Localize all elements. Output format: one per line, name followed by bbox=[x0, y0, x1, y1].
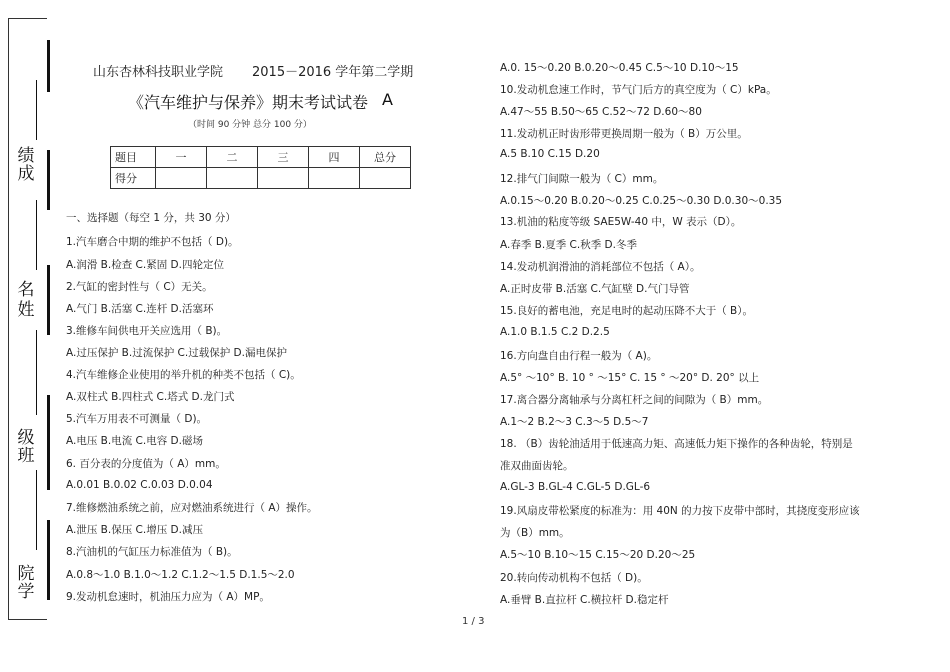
question-line: 5.汽车万用表不可测量（ D)。 bbox=[66, 413, 208, 425]
option-line: A.双柱式 B.四柱式 C.塔式 D.龙门式 bbox=[66, 391, 235, 403]
question-line: 7.维修燃油系统之前，应对燃油系统进行（ A）操作。 bbox=[66, 502, 318, 514]
section-heading: 一、选择题（每空 1 分，共 30 分） bbox=[66, 212, 236, 224]
side-label-college-1: 院 bbox=[17, 564, 35, 584]
school-name: 山东杏林科技职业学院 bbox=[93, 65, 224, 80]
side-label-grade-1: 绩 bbox=[17, 146, 35, 166]
question-line: 2.气缸的密封性与（ C）无关。 bbox=[66, 281, 213, 293]
option-line: A.5 B.10 C.15 D.20 bbox=[500, 148, 600, 160]
score-input-cell bbox=[258, 168, 309, 189]
option-line: A.GL-3 B.GL-4 C.GL-5 D.GL-6 bbox=[500, 481, 651, 493]
score-cell: 得分 bbox=[111, 168, 156, 189]
score-table bbox=[110, 146, 411, 189]
option-line: A.润滑 B.检查 C.紧固 D.四轮定位 bbox=[66, 259, 224, 271]
fill-line-grade bbox=[36, 80, 37, 140]
question-line: 16.方向盘自由行程一般为（ A)。 bbox=[500, 350, 658, 362]
question-line: 10.发动机怠速工作时，节气门后方的真空度为（ C）kPa。 bbox=[500, 84, 777, 96]
option-line: A.5° ～10° B. 10 ° ～15° C. 15 ° ～20° D. 20° 以上 bbox=[500, 372, 760, 384]
score-cell: 一 bbox=[156, 147, 207, 168]
option-line: A.气门 B.活塞 C.连杆 D.活塞环 bbox=[66, 303, 214, 315]
score-cell: 总分 bbox=[360, 147, 411, 168]
binding-line bbox=[47, 395, 50, 490]
score-table-score-row bbox=[111, 168, 411, 189]
score-input-cell bbox=[309, 168, 360, 189]
question-line-continued: 准双曲面齿轮。 bbox=[500, 460, 574, 472]
page-number: 1 / 3 bbox=[462, 616, 485, 627]
exam-title: 《汽车维护与保养》期末考试试卷 bbox=[128, 93, 369, 112]
score-cell: 题目 bbox=[111, 147, 156, 168]
question-line: 14.发动机润滑油的消耗部位不包括（ A）。 bbox=[500, 261, 701, 273]
question-line: 19.风扇皮带松紧度的标准为：用 40N 的力按下皮带中部时，其挠度变形应该 bbox=[500, 505, 860, 517]
fill-line-name bbox=[36, 200, 37, 270]
question-line: 8.汽油机的气缸压力标准值为（ B)。 bbox=[66, 546, 238, 558]
score-input-cell bbox=[156, 168, 207, 189]
score-cell: 三 bbox=[258, 147, 309, 168]
binding-line bbox=[47, 520, 50, 600]
side-label-class-2: 班 bbox=[17, 446, 35, 466]
side-label-grade-2: 成 bbox=[17, 164, 35, 184]
side-label-name-1: 名 bbox=[17, 280, 35, 300]
question-line: 20.转向传动机构不包括（ D)。 bbox=[500, 572, 648, 584]
term: 2015－2016 学年第二学期 bbox=[252, 65, 414, 80]
question-line: 4.汽车维修企业使用的举升机的种类不包括（ C)。 bbox=[66, 369, 301, 381]
fill-line-college bbox=[36, 470, 37, 550]
score-input-cell bbox=[207, 168, 258, 189]
side-label-name-2: 姓 bbox=[17, 300, 35, 320]
question-line: 15.良好的蓄电池，充足电时的起动压降不大于（ B）。 bbox=[500, 305, 753, 317]
option-line: A.春季 B.夏季 C.秋季 D.冬季 bbox=[500, 239, 637, 251]
option-line: A.1～2 B.2～3 C.3～5 D.5～7 bbox=[500, 416, 649, 428]
fill-line-class bbox=[36, 330, 37, 415]
option-line: A.0.8～1.0 B.1.0～1.2 C.1.2～1.5 D.1.5～2.0 bbox=[66, 569, 295, 581]
question-line: 1.汽车磨合中期的维护不包括（ D)。 bbox=[66, 236, 239, 248]
question-line: 9.发动机怠速时，机油压力应为（ A）MP。 bbox=[66, 591, 270, 603]
option-line: A.5～10 B.10～15 C.15～20 D.20～25 bbox=[500, 549, 696, 561]
question-line: 17.离合器分离轴承与分离杠杆之间的间隙为（ B）mm。 bbox=[500, 394, 769, 406]
question-line: 12.排气门间隙一般为（ C）mm。 bbox=[500, 173, 664, 185]
option-line: A.0. 15～0.20 B.0.20～0.45 C.5～10 D.10～15 bbox=[500, 62, 739, 74]
side-label-college-2: 学 bbox=[17, 582, 35, 602]
option-line: A.电压 B.电流 C.电容 D.磁场 bbox=[66, 435, 203, 447]
score-input-cell bbox=[360, 168, 411, 189]
exam-info: （时间 90 分钟 总分 100 分） bbox=[188, 120, 312, 130]
score-cell: 二 bbox=[207, 147, 258, 168]
question-line: 18. （B）齿轮油适用于低速高力矩、高速低力矩下操作的各种齿轮，特别是 bbox=[500, 438, 853, 450]
option-line: A.正时皮带 B.活塞 C.气缸壁 D.气门导管 bbox=[500, 283, 690, 295]
score-cell: 四 bbox=[309, 147, 360, 168]
question-line: 11.发动机正时齿形带更换周期一般为（ B）万公里。 bbox=[500, 128, 748, 140]
binding-line bbox=[47, 150, 50, 210]
side-label-class-1: 级 bbox=[17, 428, 35, 448]
question-line: 6. 百分表的分度值为（ A）mm。 bbox=[66, 458, 226, 470]
option-line: A.泄压 B.保压 C.增压 D.减压 bbox=[66, 524, 203, 536]
score-table-header-row bbox=[111, 147, 411, 168]
question-line-continued: 为（B）mm。 bbox=[500, 527, 570, 539]
option-line: A.47～55 B.50～65 C.52～72 D.60～80 bbox=[500, 106, 702, 118]
binding-line bbox=[47, 40, 50, 92]
question-line: 3.维修车间供电开关应选用（ B)。 bbox=[66, 325, 228, 337]
paper-version: A bbox=[382, 90, 393, 109]
question-line: 13.机油的粘度等级 SAE5W-40 中，W 表示（D）。 bbox=[500, 216, 742, 228]
option-line: A.1.0 B.1.5 C.2 D.2.5 bbox=[500, 326, 610, 338]
option-line: A.0.15～0.20 B.0.20～0.25 C.0.25～0.30 D.0.30～0.35 bbox=[500, 195, 783, 207]
option-line: A.0.01 B.0.02 C.0.03 D.0.04 bbox=[66, 479, 213, 491]
option-line: A.过压保护 B.过流保护 C.过载保护 D.漏电保护 bbox=[66, 347, 287, 359]
binding-line bbox=[47, 265, 50, 335]
option-line: A.垂臂 B.直拉杆 C.横拉杆 D.稳定杆 bbox=[500, 594, 669, 606]
